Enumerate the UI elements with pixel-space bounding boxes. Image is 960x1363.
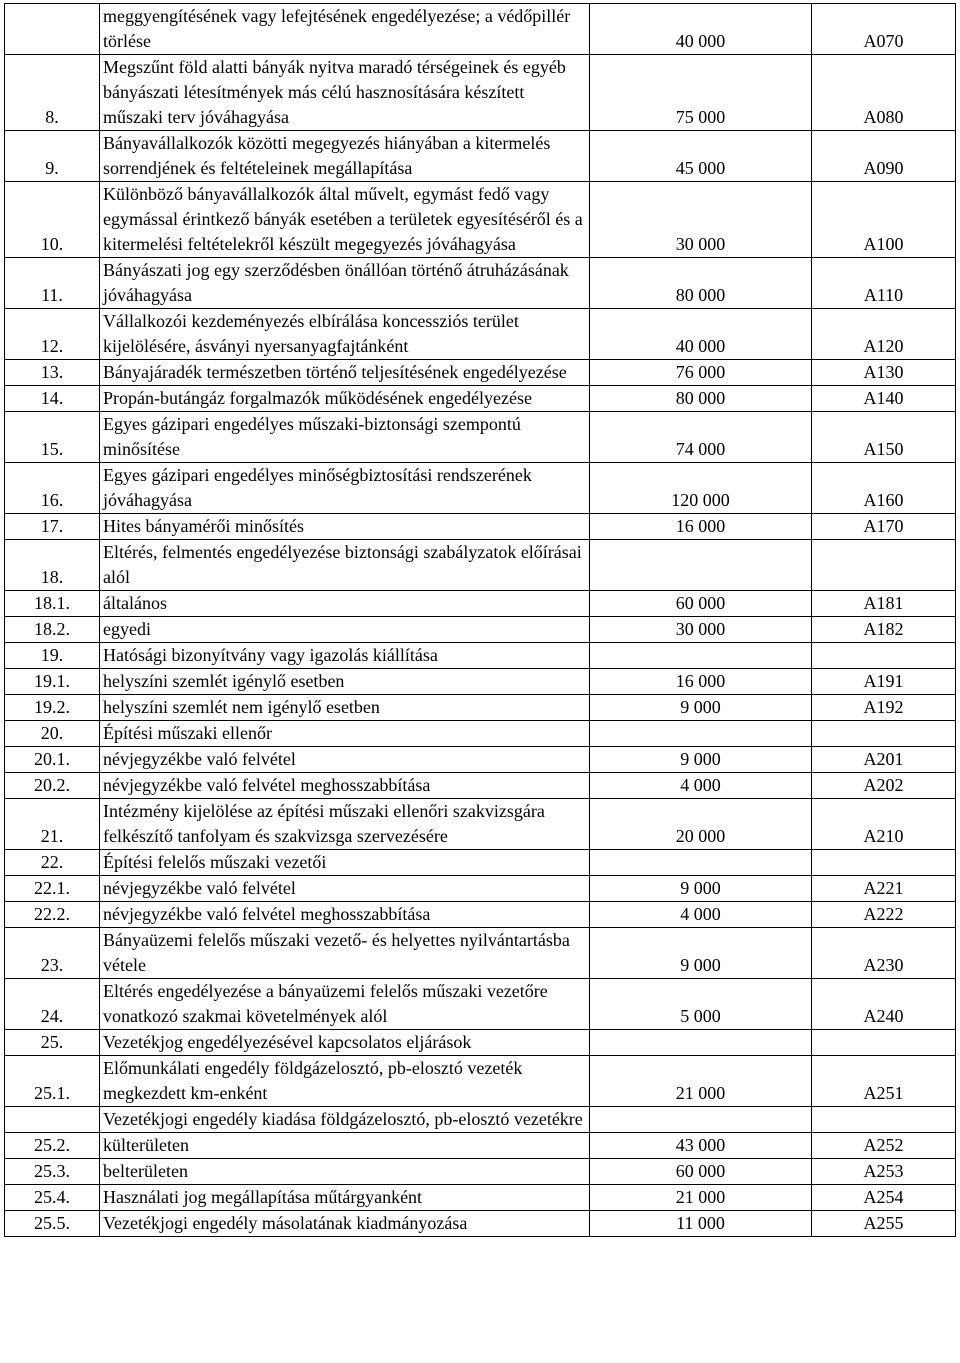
row-number: 14. bbox=[5, 386, 100, 412]
row-code bbox=[812, 643, 956, 669]
row-number: 9. bbox=[5, 131, 100, 182]
row-fee bbox=[590, 850, 812, 876]
row-code: A100 bbox=[812, 182, 956, 258]
table-row bbox=[5, 131, 956, 182]
table-row bbox=[5, 1159, 956, 1185]
row-fee bbox=[590, 721, 812, 747]
row-fee: 40 000 bbox=[590, 4, 812, 55]
table-row bbox=[5, 1133, 956, 1159]
row-code: A253 bbox=[812, 1159, 956, 1185]
row-fee: 9 000 bbox=[590, 747, 812, 773]
row-fee: 45 000 bbox=[590, 131, 812, 182]
row-fee: 21 000 bbox=[590, 1185, 812, 1211]
row-fee: 75 000 bbox=[590, 55, 812, 131]
row-number: 20.2. bbox=[5, 773, 100, 799]
row-description: Különböző bányavállalkozók által művelt, egymást fedő vagy egymással érintkező bányák esetében a területek egyesítéséről és a kitermelési feltételekről készült megegyezés jóváhagyása bbox=[100, 182, 590, 258]
table-row bbox=[5, 1211, 956, 1237]
row-code bbox=[812, 850, 956, 876]
row-fee: 80 000 bbox=[590, 386, 812, 412]
row-code: A230 bbox=[812, 928, 956, 979]
row-fee: 80 000 bbox=[590, 258, 812, 309]
row-number: 18.2. bbox=[5, 617, 100, 643]
row-code: A251 bbox=[812, 1056, 956, 1107]
row-description: egyedi bbox=[100, 617, 590, 643]
row-number: 24. bbox=[5, 979, 100, 1030]
row-number: 18. bbox=[5, 540, 100, 591]
row-fee bbox=[590, 643, 812, 669]
table-row bbox=[5, 412, 956, 463]
row-fee: 74 000 bbox=[590, 412, 812, 463]
table-row bbox=[5, 360, 956, 386]
row-description: Építési műszaki ellenőr bbox=[100, 721, 590, 747]
row-fee: 4 000 bbox=[590, 773, 812, 799]
row-number: 22.1. bbox=[5, 876, 100, 902]
row-code bbox=[812, 540, 956, 591]
row-code: A254 bbox=[812, 1185, 956, 1211]
row-fee bbox=[590, 540, 812, 591]
row-code: A181 bbox=[812, 591, 956, 617]
table-row bbox=[5, 591, 956, 617]
row-description: Előmunkálati engedély földgázelosztó, pb-elosztó vezeték megkezdett km-enként bbox=[100, 1056, 590, 1107]
row-description: Bányavállalkozók közötti megegyezés hiányában a kitermelés sorrendjének és feltételeinek megállapítása bbox=[100, 131, 590, 182]
row-code: A255 bbox=[812, 1211, 956, 1237]
row-description: belterületen bbox=[100, 1159, 590, 1185]
fee-table bbox=[4, 3, 956, 1237]
row-fee: 60 000 bbox=[590, 591, 812, 617]
row-fee: 76 000 bbox=[590, 360, 812, 386]
row-code: A182 bbox=[812, 617, 956, 643]
table-row bbox=[5, 1107, 956, 1133]
row-code: A160 bbox=[812, 463, 956, 514]
row-description: névjegyzékbe való felvétel bbox=[100, 876, 590, 902]
row-fee bbox=[590, 1030, 812, 1056]
row-description: Propán-butángáz forgalmazók működésének engedélyezése bbox=[100, 386, 590, 412]
row-code: A191 bbox=[812, 669, 956, 695]
row-fee: 9 000 bbox=[590, 876, 812, 902]
row-fee bbox=[590, 1107, 812, 1133]
table-row bbox=[5, 463, 956, 514]
row-fee: 40 000 bbox=[590, 309, 812, 360]
table-row bbox=[5, 386, 956, 412]
table-row bbox=[5, 4, 956, 55]
row-description: Bányászati jog egy szerződésben önállóan történő átruházásának jóváhagyása bbox=[100, 258, 590, 309]
row-code: A090 bbox=[812, 131, 956, 182]
row-description: meggyengítésének vagy lefejtésének engedélyezése; a védőpillér törlése bbox=[100, 4, 590, 55]
row-description: Vezetékjogi engedély kiadása földgázelosztó, pb-elosztó vezetékre bbox=[100, 1107, 590, 1133]
row-number: 20.1. bbox=[5, 747, 100, 773]
row-description: Megszűnt föld alatti bányák nyitva maradó térségeinek és egyéb bányászati létesítmények más célú hasznosítására készített műszaki terv jóváhagyása bbox=[100, 55, 590, 131]
table-row bbox=[5, 1185, 956, 1211]
row-number: 25.2. bbox=[5, 1133, 100, 1159]
row-number: 16. bbox=[5, 463, 100, 514]
row-number: 19.1. bbox=[5, 669, 100, 695]
table-row bbox=[5, 643, 956, 669]
row-number: 21. bbox=[5, 799, 100, 850]
row-description: általános bbox=[100, 591, 590, 617]
table-row bbox=[5, 669, 956, 695]
row-number: 25.1. bbox=[5, 1056, 100, 1107]
row-fee: 5 000 bbox=[590, 979, 812, 1030]
row-description: Vállalkozói kezdeményezés elbírálása koncessziós terület kijelölésére, ásványi nyersanyagfajtánként bbox=[100, 309, 590, 360]
table-row bbox=[5, 928, 956, 979]
row-number: 22.2. bbox=[5, 902, 100, 928]
row-number: 25.5. bbox=[5, 1211, 100, 1237]
row-number: 17. bbox=[5, 514, 100, 540]
row-number: 19. bbox=[5, 643, 100, 669]
row-number: 20. bbox=[5, 721, 100, 747]
row-fee: 11 000 bbox=[590, 1211, 812, 1237]
row-description: Egyes gázipari engedélyes műszaki-biztonsági szempontú minősítése bbox=[100, 412, 590, 463]
row-code: A192 bbox=[812, 695, 956, 721]
row-number: 23. bbox=[5, 928, 100, 979]
row-fee: 30 000 bbox=[590, 617, 812, 643]
row-number: 25.3. bbox=[5, 1159, 100, 1185]
row-code bbox=[812, 1107, 956, 1133]
row-description: Bányaüzemi felelős műszaki vezető- és helyettes nyilvántartásba vétele bbox=[100, 928, 590, 979]
row-number bbox=[5, 4, 100, 55]
row-fee: 20 000 bbox=[590, 799, 812, 850]
row-fee: 9 000 bbox=[590, 928, 812, 979]
row-fee: 9 000 bbox=[590, 695, 812, 721]
row-description: Intézmény kijelölése az építési műszaki ellenőri szakvizsgára felkészítő tanfolyam és szakvizsga szervezésére bbox=[100, 799, 590, 850]
row-description: helyszíni szemlét nem igénylő esetben bbox=[100, 695, 590, 721]
row-code: A210 bbox=[812, 799, 956, 850]
table-row bbox=[5, 850, 956, 876]
table-row bbox=[5, 258, 956, 309]
row-description: Használati jog megállapítása műtárgyanként bbox=[100, 1185, 590, 1211]
row-description: Hites bányamérői minősítés bbox=[100, 514, 590, 540]
row-code: A070 bbox=[812, 4, 956, 55]
row-code: A120 bbox=[812, 309, 956, 360]
row-description: külterületen bbox=[100, 1133, 590, 1159]
row-fee: 16 000 bbox=[590, 669, 812, 695]
row-code: A222 bbox=[812, 902, 956, 928]
table-row bbox=[5, 1056, 956, 1107]
row-number: 11. bbox=[5, 258, 100, 309]
table-row bbox=[5, 695, 956, 721]
table-row bbox=[5, 747, 956, 773]
table-row bbox=[5, 799, 956, 850]
row-description: Vezetékjogi engedély másolatának kiadmányozása bbox=[100, 1211, 590, 1237]
table-row bbox=[5, 182, 956, 258]
row-code: A140 bbox=[812, 386, 956, 412]
row-number bbox=[5, 1107, 100, 1133]
row-description: Hatósági bizonyítvány vagy igazolás kiállítása bbox=[100, 643, 590, 669]
row-description: Vezetékjog engedélyezésével kapcsolatos eljárások bbox=[100, 1030, 590, 1056]
row-number: 18.1. bbox=[5, 591, 100, 617]
row-number: 8. bbox=[5, 55, 100, 131]
row-description: Eltérés engedélyezése a bányaüzemi felelős műszaki vezetőre vonatkozó szakmai követelmények alól bbox=[100, 979, 590, 1030]
row-code: A252 bbox=[812, 1133, 956, 1159]
row-code bbox=[812, 721, 956, 747]
row-description: Egyes gázipari engedélyes minőségbiztosítási rendszerének jóváhagyása bbox=[100, 463, 590, 514]
table-row bbox=[5, 902, 956, 928]
row-code: A221 bbox=[812, 876, 956, 902]
row-code bbox=[812, 1030, 956, 1056]
table-row bbox=[5, 540, 956, 591]
table-row bbox=[5, 309, 956, 360]
row-fee: 43 000 bbox=[590, 1133, 812, 1159]
table-row bbox=[5, 979, 956, 1030]
row-code: A150 bbox=[812, 412, 956, 463]
row-code: A110 bbox=[812, 258, 956, 309]
row-code: A201 bbox=[812, 747, 956, 773]
row-number: 12. bbox=[5, 309, 100, 360]
row-number: 13. bbox=[5, 360, 100, 386]
row-fee: 21 000 bbox=[590, 1056, 812, 1107]
row-description: névjegyzékbe való felvétel meghosszabbítása bbox=[100, 902, 590, 928]
row-number: 19.2. bbox=[5, 695, 100, 721]
fee-table-body bbox=[5, 4, 956, 1237]
row-code: A130 bbox=[812, 360, 956, 386]
table-row bbox=[5, 1030, 956, 1056]
table-row bbox=[5, 514, 956, 540]
table-row bbox=[5, 773, 956, 799]
row-description: Építési felelős műszaki vezetői bbox=[100, 850, 590, 876]
row-code: A170 bbox=[812, 514, 956, 540]
table-row bbox=[5, 617, 956, 643]
row-number: 25.4. bbox=[5, 1185, 100, 1211]
row-description: helyszíni szemlét igénylő esetben bbox=[100, 669, 590, 695]
row-code: A240 bbox=[812, 979, 956, 1030]
row-fee: 4 000 bbox=[590, 902, 812, 928]
row-number: 10. bbox=[5, 182, 100, 258]
row-fee: 16 000 bbox=[590, 514, 812, 540]
table-row bbox=[5, 721, 956, 747]
row-number: 15. bbox=[5, 412, 100, 463]
row-fee: 60 000 bbox=[590, 1159, 812, 1185]
row-number: 22. bbox=[5, 850, 100, 876]
row-code: A080 bbox=[812, 55, 956, 131]
row-description: névjegyzékbe való felvétel bbox=[100, 747, 590, 773]
table-row bbox=[5, 876, 956, 902]
row-description: Bányajáradék természetben történő teljesítésének engedélyezése bbox=[100, 360, 590, 386]
row-code: A202 bbox=[812, 773, 956, 799]
row-description: névjegyzékbe való felvétel meghosszabbítása bbox=[100, 773, 590, 799]
row-description: Eltérés, felmentés engedélyezése biztonsági szabályzatok előírásai alól bbox=[100, 540, 590, 591]
row-fee: 30 000 bbox=[590, 182, 812, 258]
row-number: 25. bbox=[5, 1030, 100, 1056]
table-row bbox=[5, 55, 956, 131]
row-fee: 120 000 bbox=[590, 463, 812, 514]
